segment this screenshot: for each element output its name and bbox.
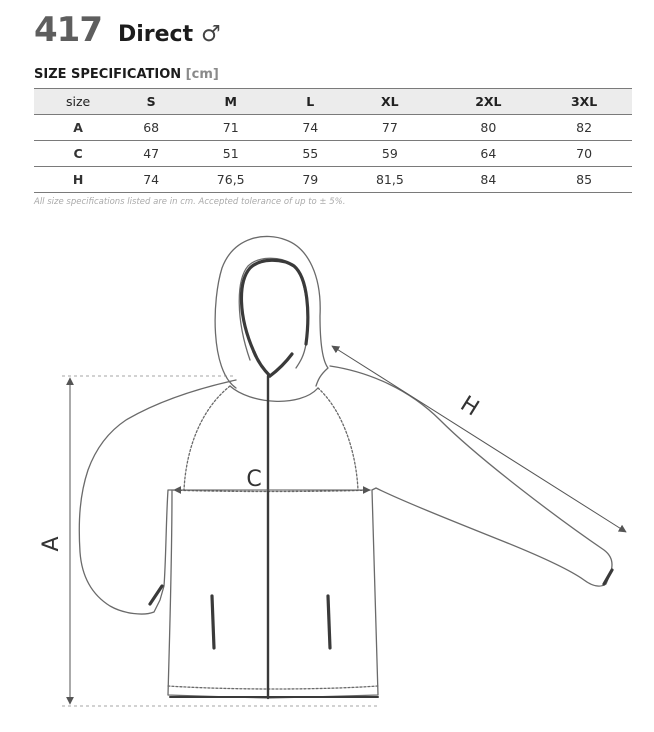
table-cell: 71 <box>180 115 281 141</box>
table-cell: 77 <box>339 115 440 141</box>
column-header: L <box>281 89 339 115</box>
table-cell: 55 <box>281 141 339 167</box>
dimension-c <box>174 467 370 492</box>
column-header: 3XL <box>536 89 632 115</box>
male-symbol-icon: ♂ <box>201 22 221 47</box>
spec-unit: [cm] <box>185 67 219 82</box>
product-code: 417 <box>34 10 102 50</box>
column-header: size <box>34 89 122 115</box>
spec-title-text: SIZE SPECIFICATION <box>34 67 182 82</box>
row-header: H <box>34 167 122 193</box>
table-cell: 51 <box>180 141 281 167</box>
dimension-a <box>39 376 378 706</box>
table-cell: 79 <box>281 167 339 193</box>
label-a: A <box>39 536 64 552</box>
dimension-h <box>332 346 626 532</box>
column-header: M <box>180 89 281 115</box>
table-cell: 74 <box>122 167 180 193</box>
hooded-zip-jacket-icon <box>79 236 612 698</box>
label-c: C <box>246 467 262 492</box>
table-cell: 64 <box>441 141 537 167</box>
table-cell: 74 <box>281 115 339 141</box>
label-h: H <box>455 391 484 422</box>
table-cell: 70 <box>536 141 632 167</box>
tolerance-note: All size specifications listed are in cm. Accepted tolerance of up to ± 5%. <box>34 197 346 207</box>
table-cell: 80 <box>441 115 537 141</box>
row-header: C <box>34 141 122 167</box>
column-header: XL <box>339 89 440 115</box>
table-cell: 76,5 <box>180 167 281 193</box>
table-cell: 82 <box>536 115 632 141</box>
product-name: Direct <box>117 22 194 47</box>
table-cell: 59 <box>339 141 440 167</box>
table-cell: 81,5 <box>339 167 440 193</box>
row-header: A <box>34 115 122 141</box>
table-cell: 84 <box>441 167 537 193</box>
column-header: 2XL <box>441 89 537 115</box>
column-header: S <box>122 89 180 115</box>
table-cell: 68 <box>122 115 180 141</box>
table-cell: 47 <box>122 141 180 167</box>
table-cell: 85 <box>536 167 632 193</box>
